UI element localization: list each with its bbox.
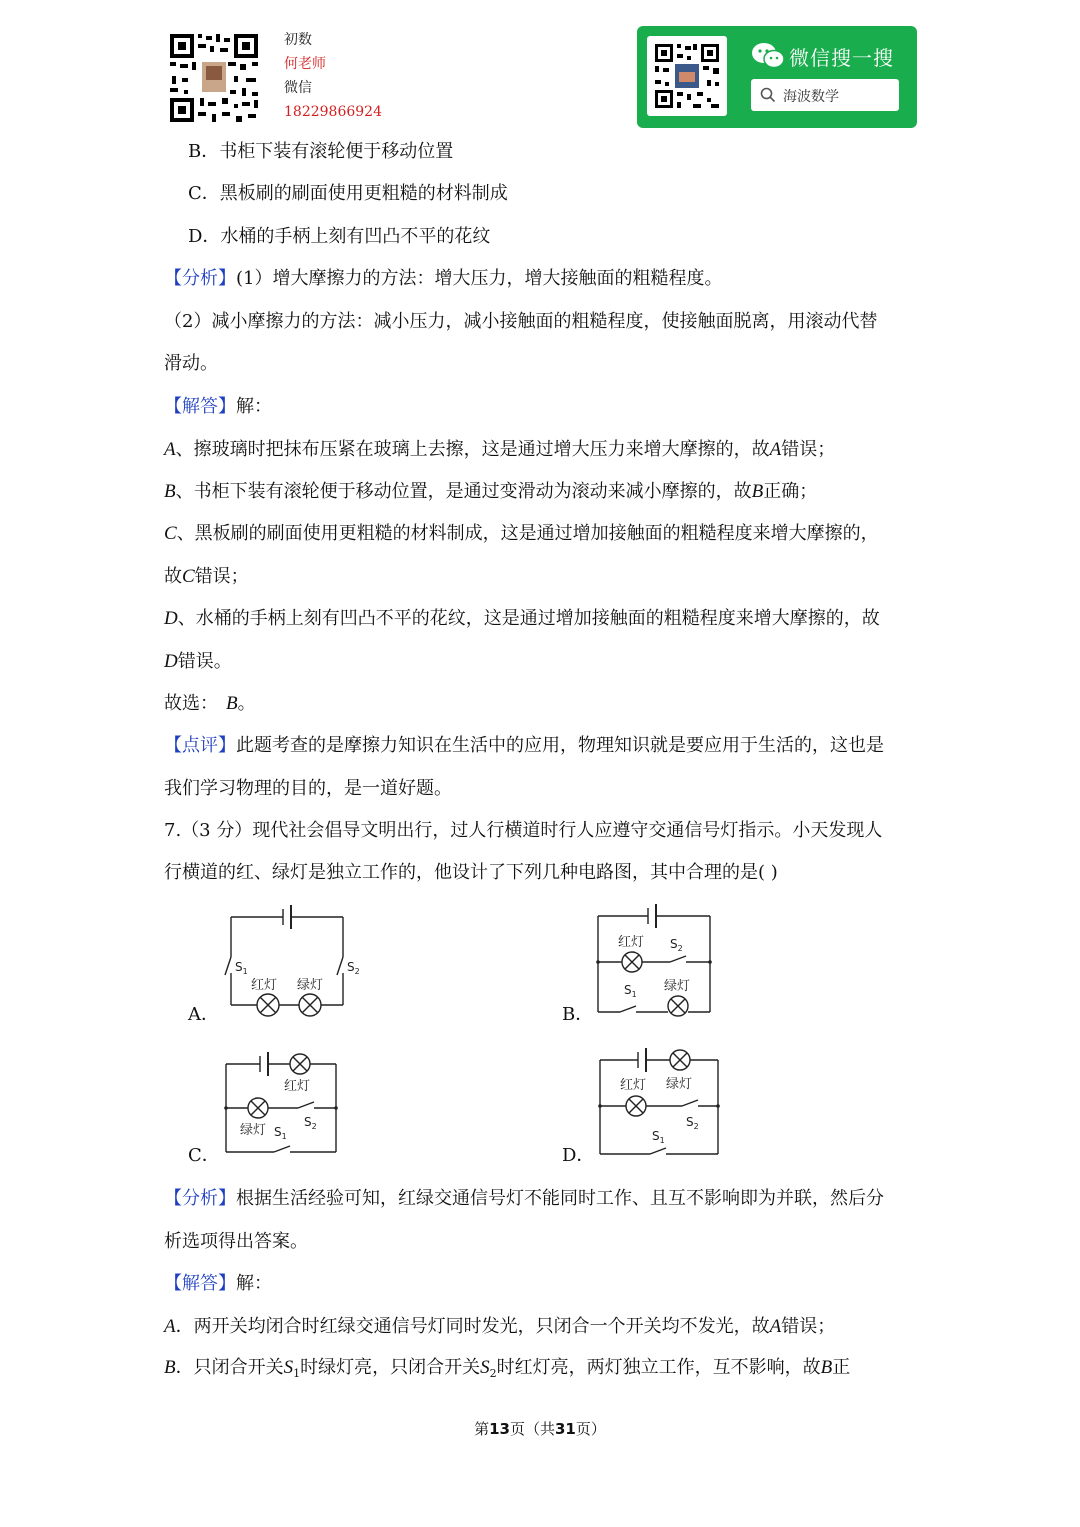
q7-b-s2: S [480,1357,490,1378]
circuit-diagram-a [215,905,375,1025]
q6-analysis-line3: 滑动。 [164,353,218,374]
footer-page: 13 [489,1420,510,1438]
search-icon [760,87,776,103]
footer-pre: 第 [474,1420,490,1438]
q7-b-letter2: B [820,1357,833,1378]
q6-c-cont-pre: 故 [164,566,182,587]
q7-a-end: 错误； [781,1316,836,1337]
q6-choose-end: 。 [237,693,256,714]
contact-teacher: 何老师 [284,56,326,72]
q7-b-end: 正 [832,1357,851,1378]
q6-choose-pre: 故选： [164,693,218,714]
q6-c-end: 错误； [194,566,249,587]
diagram-d-s2: $S_2$ [686,1115,699,1131]
q7-analysis-tag: 【分析】 [164,1188,236,1209]
q6-option-c: C．黑板刷的刷面使用更粗糙的材料制成 [188,183,508,204]
q7-answer-solve: 解： [236,1273,272,1294]
q6-comment-line1 [164,734,884,758]
q6-a-letter: A [164,439,176,460]
wechat-logo-icon [751,42,785,70]
diagram-a-s2: $S_2$ [347,960,360,976]
q6-b-letter2: B [751,481,764,502]
q6-answer-tag: 【解答】 [164,396,236,417]
q6-choose [164,692,256,716]
contact-info [284,28,382,124]
circuit-diagram-c [218,1046,346,1158]
q7-answer-b [164,1356,850,1386]
q7-analysis-line1 [164,1187,884,1211]
diagram-a-red-label: 红灯 [251,978,278,993]
q6-answer-d-cont [164,650,232,674]
diagram-d-label: D． [562,1145,595,1166]
q6-answer-intro [164,395,272,419]
q6-option-b: B．书柜下装有滚轮便于移动位置 [188,141,454,162]
q6-d-text: 、水桶的手柄上刻有凹凸不平的花纹，这是通过增加接触面的粗糙程度来增大摩擦的，故 [177,608,880,629]
q7-a-text: ．两开关均闭合时红绿交通信号灯同时发光，只闭合一个开关均不发光，故 [175,1316,770,1337]
qr-code-left-icon [168,32,260,124]
diagram-a-s1: $S_1$ [235,960,248,976]
q6-answer-b [164,480,817,504]
q6-d-letter2: D [164,651,178,672]
diagram-d-s1: $S_1$ [652,1129,665,1145]
wechat-search-banner [637,26,917,128]
q6-option-d: D．水桶的手柄上刻有凹凸不平的花纹 [188,226,491,247]
q7-b-letter: B [164,1357,176,1378]
q7-b-s1-sub: 1 [293,1367,301,1380]
q6-a-end: 错误； [781,439,836,460]
q6-analysis-text1: (1）增大摩擦力的方法：增大压力，增大接触面的粗糙程度。 [236,268,723,289]
wechat-search-title: 微信搜一搜 [789,46,894,70]
diagram-c-s2: $S_2$ [304,1115,317,1131]
q6-c-letter2: C [182,566,195,587]
q6-comment-tag: 【点评】 [164,735,236,756]
q6-c-text: 、黑板刷的刷面使用更粗糙的材料制成，这是通过增加接触面的粗糙程度来增大摩擦的， [176,523,879,544]
q6-b-text: 、书柜下装有滚轮便于移动位置，是通过变滑动为滚动来减小摩擦的，故 [175,481,752,502]
q6-choose-letter: B [226,693,238,714]
diagram-c-s1: $S_1$ [274,1125,287,1141]
q7-b-text1: ．只闭合开关 [175,1357,284,1378]
q7-answer-tag: 【解答】 [164,1273,236,1294]
q7-b-s1: S [283,1357,294,1378]
diagram-b-s2: $S_2$ [670,937,683,953]
q6-answer-d [164,607,880,631]
q7-answer-intro [164,1272,272,1296]
diagram-c-green-label: 绿灯 [240,1123,267,1138]
q6-answer-a [164,438,835,462]
q6-a-text: 、擦玻璃时把抹布压紧在玻璃上去擦，这是通过增大压力来增大摩擦的，故 [175,439,770,460]
wechat-search-query: 海波数学 [783,89,839,105]
diagram-a-label: A． [188,1004,219,1025]
q7-stem-line2: 行横道的红、绿灯是独立工作的，他设计了下列几种电路图，其中合理的是( ) [164,862,778,883]
diagram-d-red-label: 红灯 [620,1078,647,1093]
wechat-qr-code [647,36,727,116]
q7-b-text2: 时绿灯亮，只闭合开关 [300,1357,481,1378]
contact-phone: 18229866924 [284,104,382,120]
q6-analysis-line2: （2）减小摩擦力的方法：减小压力，减小接触面的粗糙程度，使接触面脱离，用滚动代替 [164,311,878,332]
q6-analysis-tag: 【分析】 [164,268,236,289]
q6-analysis-line1 [164,267,722,291]
contact-line1: 初数 [284,32,312,48]
diagram-b-label: B． [562,1004,594,1025]
footer-total: 31 [555,1420,576,1438]
diagram-b-s1: $S_1$ [624,983,637,999]
circuit-diagram-d [592,1044,726,1160]
diagram-c-label: C． [188,1145,220,1166]
q6-comment-text1: 此题考查的是摩擦力知识在生活中的应用，物理知识就是要应用于生活的，这也是 [236,735,884,756]
q6-answer-c-cont [164,565,249,589]
q7-stem-line1: 7.（3 分）现代社会倡导文明出行，过人行横道时行人应遵守交通信号灯指示。小天发现人 [164,820,883,841]
q6-a-letter2: A [769,439,782,460]
q6-answer-c [164,522,879,546]
diagram-d-green-label: 绿灯 [666,1077,693,1092]
circuit-diagram-b [590,902,720,1022]
q7-answer-a [164,1315,835,1339]
q7-a-letter: A [164,1316,176,1337]
q7-b-text3: 时红灯亮，两灯独立工作，互不影响，故 [496,1357,821,1378]
q7-analysis-line2: 析选项得出答案。 [164,1231,308,1252]
diagram-a-green-label: 绿灯 [297,978,324,993]
wechat-qr-icon [647,36,727,116]
q6-d-end: 错误。 [177,651,232,672]
q6-b-end: 正确； [763,481,818,502]
q7-a-letter2: A [769,1316,782,1337]
q7-analysis-text1: 根据生活经验可知，红绿交通信号灯不能同时工作、且互不影响即为并联，然后分 [236,1188,884,1209]
diagram-b-green-label: 绿灯 [664,979,691,994]
footer-post: 页） [575,1420,606,1438]
footer-mid: 页（共 [509,1420,555,1438]
q7-b-s2-sub: 2 [489,1367,497,1380]
q6-d-letter: D [164,608,178,629]
page-footer [0,1418,1080,1439]
contact-wechat-label: 微信 [284,80,312,96]
wechat-search-box[interactable] [751,79,899,111]
q6-b-letter: B [164,481,176,502]
q6-comment-line2: 我们学习物理的目的，是一道好题。 [164,778,452,799]
diagram-b-red-label: 红灯 [618,935,645,950]
qr-code-left [168,32,260,124]
q6-answer-solve: 解： [236,396,272,417]
diagram-c-red-label: 红灯 [284,1079,311,1094]
q6-c-letter: C [164,523,177,544]
